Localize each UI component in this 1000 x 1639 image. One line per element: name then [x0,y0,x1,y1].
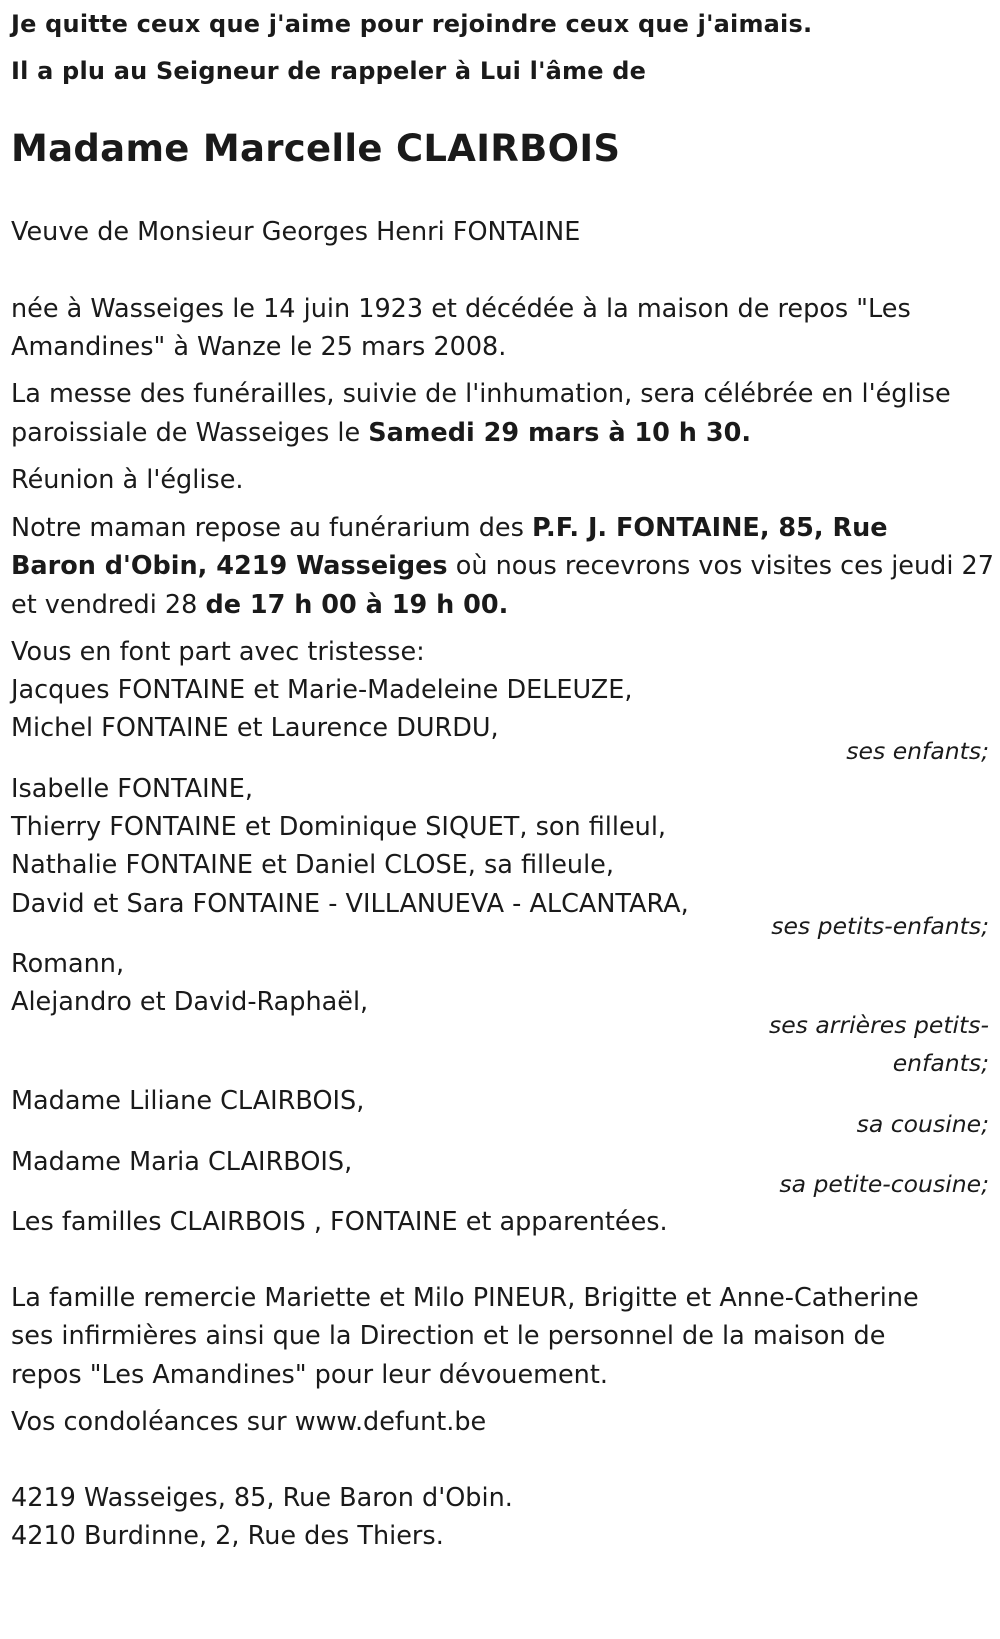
grandchild-item: Thierry FONTAINE et Dominique SIQUET, son filleul, [11,812,667,842]
mass-line-2-prefix: paroissiale de Wasseiges le [11,418,369,448]
mass-date: Samedi 29 mars à 10 h 30. [368,418,752,448]
spouse-line: Veuve de Monsieur Georges Henri FONTAINE [11,217,581,247]
meeting-line: Réunion à l'église. [11,465,244,495]
children-label: ses enfants; [846,737,989,765]
great-grandchildren-label-line-1: ses arrières petits- [768,1011,989,1039]
funeral-home-address: Baron d'Obin, 4219 Wasseiges [11,551,448,581]
visit-line-3 [11,585,508,625]
funeral-home-name: P.F. J. FONTAINE, 85, Rue [532,513,888,543]
visit-line-1-prefix: Notre maman repose au funérarium des [11,513,533,543]
cousin-name: Madame Liliane CLAIRBOIS, [11,1086,365,1116]
birth-death-line-1: née à Wasseiges le 14 juin 1923 et décédée à la maison de repos "Les [11,294,911,324]
grandchildren-label: ses petits-enfants; [771,912,989,940]
deceased-name: Madame Marcelle CLAIRBOIS [11,127,621,170]
second-cousin-name: Madame Maria CLAIRBOIS, [11,1147,353,1177]
great-grandchild-item: Alejandro et David-Raphaël, [11,987,369,1017]
visit-hours: de 17 h 00 à 19 h 00. [205,590,509,620]
condolences-line: Vos condoléances sur www.defunt.be [11,1407,487,1437]
visit-line-3-prefix: et vendredi 28 [11,590,206,620]
great-grandchild-item: Romann, [11,949,125,979]
visit-line-1 [11,508,888,548]
birth-death-line-2: Amandines" à Wanze le 25 mars 2008. [11,332,507,362]
families-line: Les familles CLAIRBOIS , FONTAINE et apparentées. [11,1207,668,1237]
grandchild-item: Nathalie FONTAINE et Daniel CLOSE, sa filleule, [11,850,614,880]
cousin-label: sa cousine; [856,1110,989,1138]
second-cousin-label: sa petite-cousine; [779,1170,989,1198]
child-item: Jacques FONTAINE et Marie-Madeleine DELEUZE, [11,675,633,705]
family-intro: Vous en font part avec tristesse: [11,637,425,667]
address-line: 4210 Burdinne, 2, Rue des Thiers. [11,1521,444,1551]
visit-line-2-suffix: où nous recevrons vos visites ces jeudi 27 [447,551,994,581]
address-line: 4219 Wasseiges, 85, Rue Baron d'Obin. [11,1483,513,1513]
great-grandchildren-label-line-2: enfants; [892,1049,989,1077]
announcement-line: Il a plu au Seigneur de rappeler à Lui l'âme de [11,57,647,85]
mass-line-2 [11,413,751,453]
opening-quote: Je quitte ceux que j'aime pour rejoindre ceux que j'aimais. [11,10,813,38]
child-item: Michel FONTAINE et Laurence DURDU, [11,713,499,743]
grandchild-item: David et Sara FONTAINE - VILLANUEVA - ALCANTARA, [11,889,689,919]
grandchild-item: Isabelle FONTAINE, [11,774,253,804]
mass-line-1: La messe des funérailles, suivie de l'inhumation, sera célébrée en l'église [11,379,951,409]
visit-line-2 [11,546,994,586]
thanks-line-1: La famille remercie Mariette et Milo PINEUR, Brigitte et Anne-Catherine [11,1283,919,1313]
thanks-line-2: ses infirmières ainsi que la Direction et le personnel de la maison de [11,1321,886,1351]
thanks-line-3: repos "Les Amandines" pour leur dévouement. [11,1360,608,1390]
